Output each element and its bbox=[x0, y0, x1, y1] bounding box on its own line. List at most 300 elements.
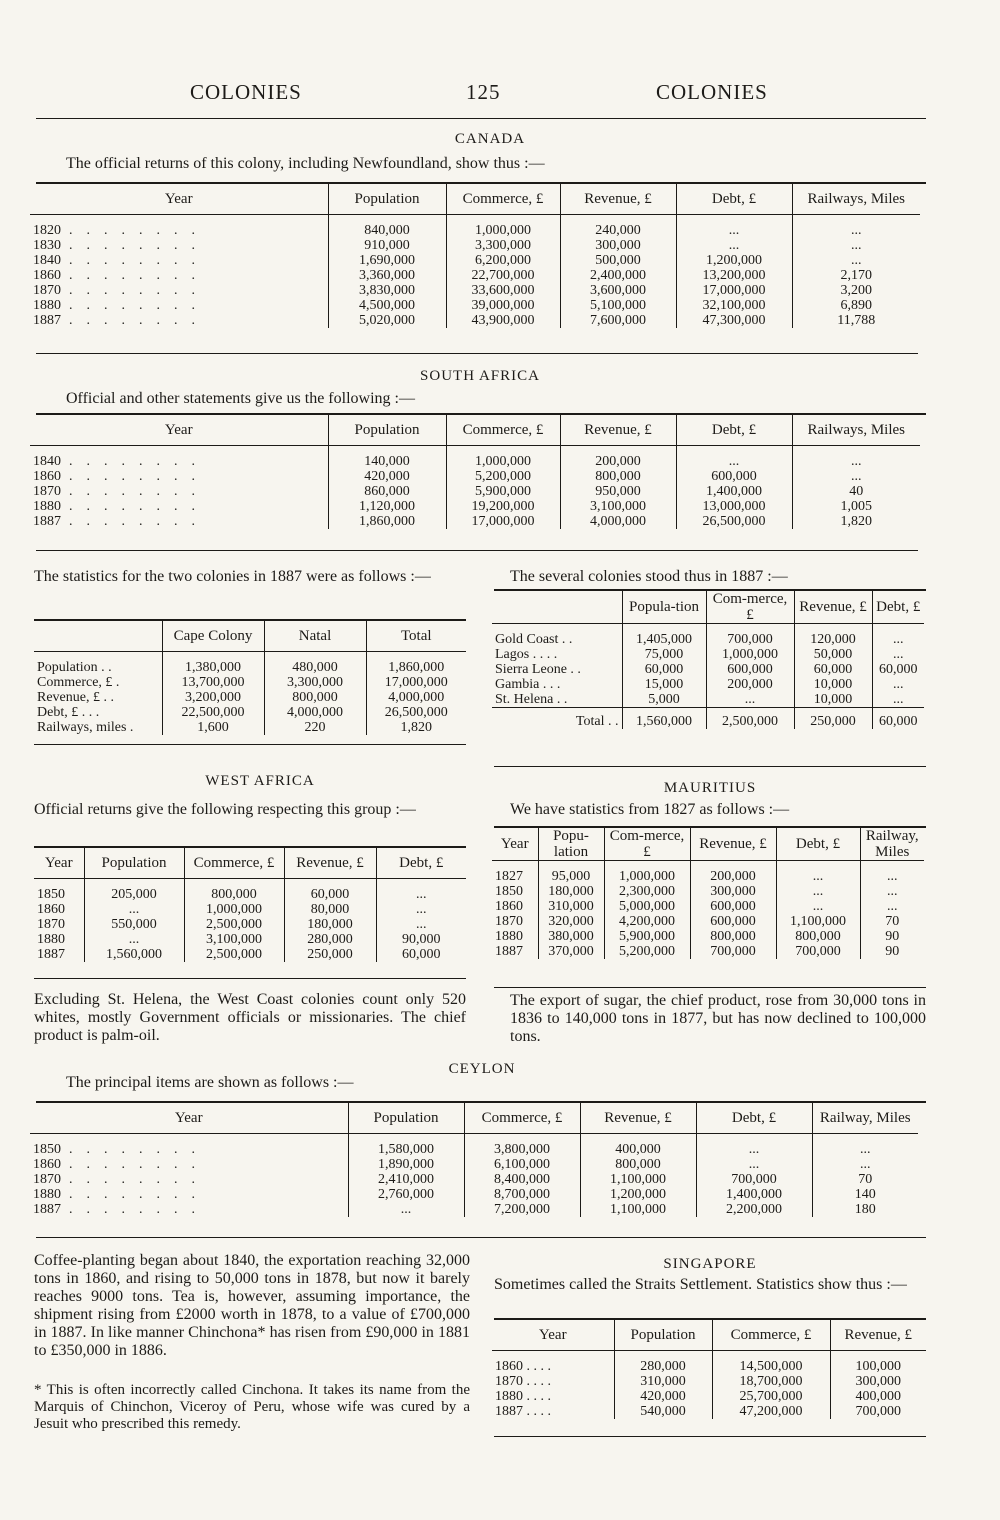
table-cell: 1870 ........ bbox=[33, 1172, 209, 1187]
ceylon-heading: CEYLON bbox=[448, 1061, 516, 1077]
table-cell: Gambia . . . bbox=[495, 677, 561, 692]
table-row bbox=[492, 929, 924, 944]
table-cell: Debt, £ . . . bbox=[37, 705, 100, 720]
south-africa-intro: Official and other statements give us the following :— bbox=[66, 390, 415, 407]
table-cell: 1,690,000 bbox=[328, 253, 446, 268]
column-header: Debt, £ bbox=[376, 848, 466, 879]
table-row bbox=[34, 902, 466, 917]
table-cell: 1887 ........ bbox=[33, 313, 209, 328]
column-header: Commerce, £ bbox=[446, 415, 560, 446]
table-cell: 1887 ........ bbox=[33, 1202, 209, 1217]
table-cell: 600,000 bbox=[706, 662, 794, 677]
table-cell: ... bbox=[706, 692, 794, 708]
table-row bbox=[492, 899, 924, 914]
table-cell: ... bbox=[872, 624, 924, 648]
table-cell: 2,760,000 bbox=[348, 1187, 464, 1202]
table-cell: 2,400,000 bbox=[560, 268, 676, 283]
table-cell: 60,000 bbox=[794, 662, 872, 677]
table-cell: ... bbox=[676, 238, 792, 253]
column-header: Commerce, £ bbox=[712, 1320, 830, 1351]
table-cell: 6,100,000 bbox=[464, 1157, 580, 1172]
column-header: Com-merce, £ bbox=[706, 591, 794, 624]
table-cell: 300,000 bbox=[690, 884, 776, 899]
table-cell: 5,200,000 bbox=[446, 469, 560, 484]
table-cell: 1,890,000 bbox=[348, 1157, 464, 1172]
leader-dots: ........ bbox=[69, 268, 209, 283]
column-header: Cape Colony bbox=[162, 621, 264, 652]
table-cell: 5,200,000 bbox=[604, 944, 690, 959]
table-cell: 90 bbox=[860, 944, 924, 959]
table-cell: 2,500,000 bbox=[184, 917, 284, 932]
west-africa-heading: WEST AFRICA bbox=[205, 773, 315, 789]
table-cell: 32,100,000 bbox=[676, 298, 792, 313]
column-header: Railway, Miles bbox=[860, 828, 924, 861]
table-cell: 840,000 bbox=[328, 215, 446, 239]
column-header: Revenue, £ bbox=[580, 1103, 696, 1134]
table-row bbox=[492, 624, 924, 648]
table-cell: ... bbox=[860, 899, 924, 914]
canada-table bbox=[30, 184, 920, 328]
table-row bbox=[34, 675, 466, 690]
leader-dots: ........ bbox=[69, 313, 209, 328]
table-cell: 1,000,000 bbox=[446, 215, 560, 239]
table-row bbox=[30, 1202, 918, 1217]
table-cell: 1,100,000 bbox=[580, 1202, 696, 1217]
table-cell: 5,000 bbox=[622, 692, 706, 708]
header-row bbox=[34, 848, 466, 879]
table-cell: ... bbox=[860, 884, 924, 899]
table-cell: 140 bbox=[812, 1187, 918, 1202]
table-cell: 1860 bbox=[37, 902, 65, 917]
table-cell: 310,000 bbox=[538, 899, 604, 914]
table-cell: 5,020,000 bbox=[328, 313, 446, 328]
table-cell: 18,700,000 bbox=[712, 1374, 830, 1389]
canada-bottom-rule bbox=[36, 353, 918, 354]
leader-dots: ........ bbox=[69, 454, 209, 469]
leader-dots: ........ bbox=[69, 238, 209, 253]
table-row bbox=[34, 947, 466, 962]
table-cell: 1870 bbox=[37, 917, 65, 932]
header-rule bbox=[36, 118, 926, 119]
canada-heading: CANADA bbox=[454, 131, 526, 147]
table-cell: 1880 bbox=[495, 929, 523, 944]
column-header: Revenue, £ bbox=[794, 591, 872, 624]
column-header: Debt, £ bbox=[872, 591, 924, 624]
table-row bbox=[30, 313, 920, 328]
table-cell: 1830 ........ bbox=[33, 238, 209, 253]
table-cell: 910,000 bbox=[328, 238, 446, 253]
table-cell: 2,170 bbox=[792, 268, 920, 283]
table-cell: 420,000 bbox=[328, 469, 446, 484]
table-cell: 1870 bbox=[495, 914, 523, 929]
column-header: Year bbox=[30, 1103, 348, 1134]
table-cell: 25,700,000 bbox=[712, 1389, 830, 1404]
table-cell: 5,900,000 bbox=[446, 484, 560, 499]
table-cell: 1,400,000 bbox=[696, 1187, 812, 1202]
table-cell: 420,000 bbox=[614, 1389, 712, 1404]
table-cell: 17,000,000 bbox=[366, 675, 466, 690]
header-row bbox=[30, 415, 920, 446]
table-cell: 1,000,000 bbox=[184, 902, 284, 917]
table-cell: Revenue, £ . . bbox=[37, 690, 114, 705]
table-cell: 8,700,000 bbox=[464, 1187, 580, 1202]
table-row bbox=[30, 215, 920, 239]
table-cell: 3,200,000 bbox=[162, 690, 264, 705]
ceylon-bottom-rule bbox=[36, 1237, 926, 1238]
table-cell: 19,200,000 bbox=[446, 499, 560, 514]
table-cell: 1880 ........ bbox=[33, 1187, 209, 1202]
table-cell: 8,400,000 bbox=[464, 1172, 580, 1187]
several-colonies-intro: The several colonies stood thus in 1887 :— bbox=[510, 568, 788, 585]
table-cell: 10,000 bbox=[794, 677, 872, 692]
table-cell: 1,100,000 bbox=[776, 914, 860, 929]
table-row bbox=[34, 720, 466, 735]
table-row bbox=[30, 446, 920, 470]
table-cell: Lagos . . . . bbox=[495, 647, 558, 662]
column-header: Com-merce, £ bbox=[604, 828, 690, 861]
table-cell: 1870 . . . . bbox=[495, 1374, 551, 1389]
table-cell: 250,000 bbox=[284, 947, 376, 962]
ceylon-intro: The principal items are shown as follows :— bbox=[66, 1074, 354, 1091]
table-cell: 700,000 bbox=[696, 1172, 812, 1187]
table-cell: 1,405,000 bbox=[622, 624, 706, 648]
table-cell: 3,600,000 bbox=[560, 283, 676, 298]
table-cell: Railways, miles . bbox=[37, 720, 134, 735]
table-cell: 1850 ........ bbox=[33, 1142, 209, 1157]
table-cell: 2,500,000 bbox=[706, 708, 794, 730]
page-number: 125 bbox=[466, 80, 501, 104]
south-africa-table bbox=[30, 415, 920, 529]
table-cell: 1880 ........ bbox=[33, 499, 209, 514]
table-cell: Gold Coast . . bbox=[495, 632, 573, 647]
table-cell: ... bbox=[376, 902, 466, 917]
leader-dots: ........ bbox=[69, 1187, 209, 1202]
mauritius-intro: We have statistics from 1827 as follows :— bbox=[510, 801, 790, 818]
leader-dots: ........ bbox=[69, 1157, 209, 1172]
table-cell: ... bbox=[696, 1157, 812, 1172]
table-cell: 1860 ........ bbox=[33, 1157, 209, 1172]
table-cell: 800,000 bbox=[690, 929, 776, 944]
table-cell: 250,000 bbox=[794, 708, 872, 730]
table-row bbox=[30, 1134, 918, 1158]
table-cell: Sierra Leone . . bbox=[495, 662, 581, 677]
table-cell: 1850 bbox=[37, 887, 65, 902]
column-header: Year bbox=[30, 184, 328, 215]
table-cell: 1,005 bbox=[792, 499, 920, 514]
leader-dots: ........ bbox=[69, 499, 209, 514]
west-africa-table bbox=[34, 848, 466, 962]
mauritius-heading: MAURITIUS bbox=[663, 780, 757, 796]
table-cell: 1,600 bbox=[162, 720, 264, 735]
table-cell: 60,000 bbox=[622, 662, 706, 677]
table-cell: 90 bbox=[860, 929, 924, 944]
column-header: Revenue, £ bbox=[284, 848, 376, 879]
leader-dots: ........ bbox=[69, 283, 209, 298]
table-cell: 17,000,000 bbox=[676, 283, 792, 298]
header-row bbox=[492, 591, 924, 624]
table-cell: 800,000 bbox=[264, 690, 366, 705]
table-row bbox=[492, 647, 924, 662]
table-cell: 3,800,000 bbox=[464, 1134, 580, 1158]
table-cell: ... bbox=[776, 899, 860, 914]
table-row bbox=[492, 944, 924, 959]
table-cell: ... bbox=[696, 1134, 812, 1158]
table-cell: 10,000 bbox=[794, 692, 872, 708]
table-cell: ... bbox=[676, 215, 792, 239]
table-cell: 1840 ........ bbox=[33, 454, 209, 469]
table-cell: 700,000 bbox=[690, 944, 776, 959]
table-cell: 3,300,000 bbox=[446, 238, 560, 253]
table-cell: 17,000,000 bbox=[446, 514, 560, 529]
table-row bbox=[30, 484, 920, 499]
column-header: Year bbox=[34, 848, 84, 879]
leader-dots: ........ bbox=[69, 253, 209, 268]
table-cell: ... bbox=[676, 446, 792, 470]
table-cell: 1887 bbox=[495, 944, 523, 959]
column-header: Population bbox=[328, 415, 446, 446]
table-row bbox=[34, 652, 466, 676]
column-header: Railway, Miles bbox=[812, 1103, 918, 1134]
column-header: Year bbox=[30, 415, 328, 446]
table-cell: 1,560,000 bbox=[84, 947, 184, 962]
table-cell: 2,500,000 bbox=[184, 947, 284, 962]
table-cell: 1,200,000 bbox=[676, 253, 792, 268]
table-row bbox=[30, 1172, 918, 1187]
table-cell: ... bbox=[792, 215, 920, 239]
table-cell: 550,000 bbox=[84, 917, 184, 932]
column-header: Debt, £ bbox=[696, 1103, 812, 1134]
table-cell: 1,400,000 bbox=[676, 484, 792, 499]
column-header: Commerce, £ bbox=[446, 184, 560, 215]
table-cell: 3,300,000 bbox=[264, 675, 366, 690]
table-cell: 4,000,000 bbox=[560, 514, 676, 529]
table-cell: 95,000 bbox=[538, 861, 604, 885]
table-cell: ... bbox=[84, 902, 184, 917]
leader-dots: ........ bbox=[69, 1172, 209, 1187]
header-row bbox=[492, 828, 924, 861]
table-cell: 70 bbox=[812, 1172, 918, 1187]
table-cell: 47,200,000 bbox=[712, 1404, 830, 1419]
column-header bbox=[492, 591, 622, 624]
table-row bbox=[492, 1404, 926, 1419]
leader-dots: ........ bbox=[69, 484, 209, 499]
column-header: Year bbox=[492, 1320, 614, 1351]
table-cell: 540,000 bbox=[614, 1404, 712, 1419]
several-colonies-table bbox=[492, 591, 924, 729]
table-cell: 200,000 bbox=[690, 861, 776, 885]
table-cell: 60,000 bbox=[872, 708, 924, 730]
table-row bbox=[34, 690, 466, 705]
table-cell: 2,410,000 bbox=[348, 1172, 464, 1187]
running-head-left: COLONIES bbox=[190, 80, 302, 104]
table-cell: 1860 ........ bbox=[33, 268, 209, 283]
table-cell: 1,000,000 bbox=[706, 647, 794, 662]
table-cell: 1,000,000 bbox=[604, 861, 690, 885]
table-cell: ... bbox=[872, 692, 924, 708]
table-row bbox=[492, 662, 924, 677]
table-row bbox=[34, 705, 466, 720]
table-cell: 15,000 bbox=[622, 677, 706, 692]
table-cell: 280,000 bbox=[614, 1351, 712, 1375]
table-row bbox=[30, 1157, 918, 1172]
mauritius-note: The export of sugar, the chief product, rose from 30,000 tons in 1836 to 140,000 tons in 1877, but has now declined to 100,000 tons. bbox=[510, 992, 926, 1045]
table-cell: ... bbox=[84, 932, 184, 947]
table-cell: 600,000 bbox=[676, 469, 792, 484]
table-cell: 180 bbox=[812, 1202, 918, 1217]
mauritius-table bbox=[492, 828, 924, 959]
table-cell: 3,100,000 bbox=[184, 932, 284, 947]
table-cell: 22,700,000 bbox=[446, 268, 560, 283]
table-row bbox=[492, 692, 924, 708]
table-cell: 240,000 bbox=[560, 215, 676, 239]
table-cell: 700,000 bbox=[706, 624, 794, 648]
column-header: Revenue, £ bbox=[560, 184, 676, 215]
table-cell: 120,000 bbox=[794, 624, 872, 648]
table-cell: 300,000 bbox=[830, 1374, 926, 1389]
table-cell: 200,000 bbox=[560, 446, 676, 470]
leader-dots: ........ bbox=[69, 298, 209, 313]
column-header: Debt, £ bbox=[676, 415, 792, 446]
table-cell: ... bbox=[792, 238, 920, 253]
table-cell: 60,000 bbox=[284, 879, 376, 903]
table-cell: 60,000 bbox=[872, 662, 924, 677]
table-cell: 80,000 bbox=[284, 902, 376, 917]
table-cell: 1,860,000 bbox=[328, 514, 446, 529]
column-header: Year bbox=[492, 828, 538, 861]
several-colonies-bottom-rule bbox=[494, 766, 926, 767]
column-header: Population bbox=[84, 848, 184, 879]
leader-dots: ........ bbox=[69, 1142, 209, 1157]
table-cell: 3,200 bbox=[792, 283, 920, 298]
running-head-right: COLONIES bbox=[656, 80, 768, 104]
south-africa-heading: SOUTH AFRICA bbox=[420, 368, 540, 384]
table-cell: 1,100,000 bbox=[580, 1172, 696, 1187]
table-cell: 13,200,000 bbox=[676, 268, 792, 283]
table-cell: 700,000 bbox=[830, 1404, 926, 1419]
column-header: Debt, £ bbox=[776, 828, 860, 861]
table-cell: ... bbox=[376, 879, 466, 903]
table-row bbox=[30, 499, 920, 514]
table-cell: 1880 bbox=[37, 932, 65, 947]
table-cell: 1,860,000 bbox=[366, 652, 466, 676]
table-cell: 100,000 bbox=[830, 1351, 926, 1375]
table-cell: 1887 . . . . bbox=[495, 1404, 551, 1419]
total-row bbox=[492, 708, 924, 730]
table-cell: 39,000,000 bbox=[446, 298, 560, 313]
table-cell: ... bbox=[860, 861, 924, 885]
table-cell: 180,000 bbox=[284, 917, 376, 932]
table-cell: 180,000 bbox=[538, 884, 604, 899]
table-cell: 4,500,000 bbox=[328, 298, 446, 313]
table-cell: 3,360,000 bbox=[328, 268, 446, 283]
table-row bbox=[492, 914, 924, 929]
table-row bbox=[30, 238, 920, 253]
leader-dots: ........ bbox=[69, 223, 209, 238]
table-cell: 205,000 bbox=[84, 879, 184, 903]
table-cell: 13,000,000 bbox=[676, 499, 792, 514]
table-cell: 50,000 bbox=[794, 647, 872, 662]
table-row bbox=[30, 514, 920, 529]
table-row bbox=[492, 1389, 926, 1404]
table-cell: 280,000 bbox=[284, 932, 376, 947]
column-header: Commerce, £ bbox=[464, 1103, 580, 1134]
table-cell: 200,000 bbox=[706, 677, 794, 692]
table-cell: 1870 ........ bbox=[33, 283, 209, 298]
table-cell: 1887 bbox=[37, 947, 65, 962]
table-cell: 5,100,000 bbox=[560, 298, 676, 313]
table-cell: 400,000 bbox=[580, 1134, 696, 1158]
table-cell: 1,120,000 bbox=[328, 499, 446, 514]
table-cell: Total . . bbox=[492, 708, 622, 730]
table-row bbox=[30, 253, 920, 268]
table-cell: 1827 bbox=[495, 869, 523, 884]
table-row bbox=[34, 879, 466, 903]
table-cell: 40 bbox=[792, 484, 920, 499]
table-cell: 6,890 bbox=[792, 298, 920, 313]
table-cell: 4,000,000 bbox=[264, 705, 366, 720]
two-colonies-table bbox=[34, 621, 466, 735]
table-cell: ... bbox=[792, 253, 920, 268]
table-cell: 7,200,000 bbox=[464, 1202, 580, 1217]
table-cell: 13,700,000 bbox=[162, 675, 264, 690]
table-cell: 800,000 bbox=[580, 1157, 696, 1172]
table-cell: 5,000,000 bbox=[604, 899, 690, 914]
west-africa-intro: Official returns give the following respecting this group :— bbox=[34, 801, 416, 818]
table-cell: 800,000 bbox=[560, 469, 676, 484]
column-header: Railways, Miles bbox=[792, 415, 920, 446]
table-cell: 600,000 bbox=[690, 914, 776, 929]
column-header: Popu-lation bbox=[538, 828, 604, 861]
table-cell: 6,200,000 bbox=[446, 253, 560, 268]
table-cell: 400,000 bbox=[830, 1389, 926, 1404]
leader-dots: ........ bbox=[69, 1202, 209, 1217]
table-cell: St. Helena . . bbox=[495, 692, 568, 707]
leader-dots: ........ bbox=[69, 514, 209, 529]
table-cell: 310,000 bbox=[614, 1374, 712, 1389]
header-row bbox=[30, 1103, 918, 1134]
singapore-bottom-rule bbox=[494, 1436, 926, 1437]
table-cell: ... bbox=[812, 1157, 918, 1172]
column-header: Debt, £ bbox=[676, 184, 792, 215]
table-cell: 700,000 bbox=[776, 944, 860, 959]
table-cell: ... bbox=[792, 446, 920, 470]
table-cell: 1,820 bbox=[792, 514, 920, 529]
table-row bbox=[30, 283, 920, 298]
table-cell: 1,200,000 bbox=[580, 1187, 696, 1202]
table-cell: 4,200,000 bbox=[604, 914, 690, 929]
west-africa-bottom-rule bbox=[34, 978, 466, 979]
table-cell: 4,000,000 bbox=[366, 690, 466, 705]
table-row bbox=[34, 932, 466, 947]
singapore-heading: SINGAPORE bbox=[663, 1256, 757, 1272]
column-header: Revenue, £ bbox=[560, 415, 676, 446]
table-cell: 3,100,000 bbox=[560, 499, 676, 514]
table-cell: 1,380,000 bbox=[162, 652, 264, 676]
table-row bbox=[492, 1351, 926, 1375]
mauritius-bottom-rule bbox=[494, 987, 926, 988]
table-cell: 1860 . . . . bbox=[495, 1359, 551, 1374]
table-row bbox=[492, 861, 924, 885]
table-cell: 500,000 bbox=[560, 253, 676, 268]
table-cell: 60,000 bbox=[376, 947, 466, 962]
table-cell: 26,500,000 bbox=[366, 705, 466, 720]
column-header: Revenue, £ bbox=[830, 1320, 926, 1351]
table-row bbox=[492, 1374, 926, 1389]
table-cell: 1887 ........ bbox=[33, 514, 209, 529]
canada-intro: The official returns of this colony, including Newfoundland, show thus :— bbox=[66, 155, 545, 172]
table-cell: 140,000 bbox=[328, 446, 446, 470]
table-cell: 800,000 bbox=[776, 929, 860, 944]
